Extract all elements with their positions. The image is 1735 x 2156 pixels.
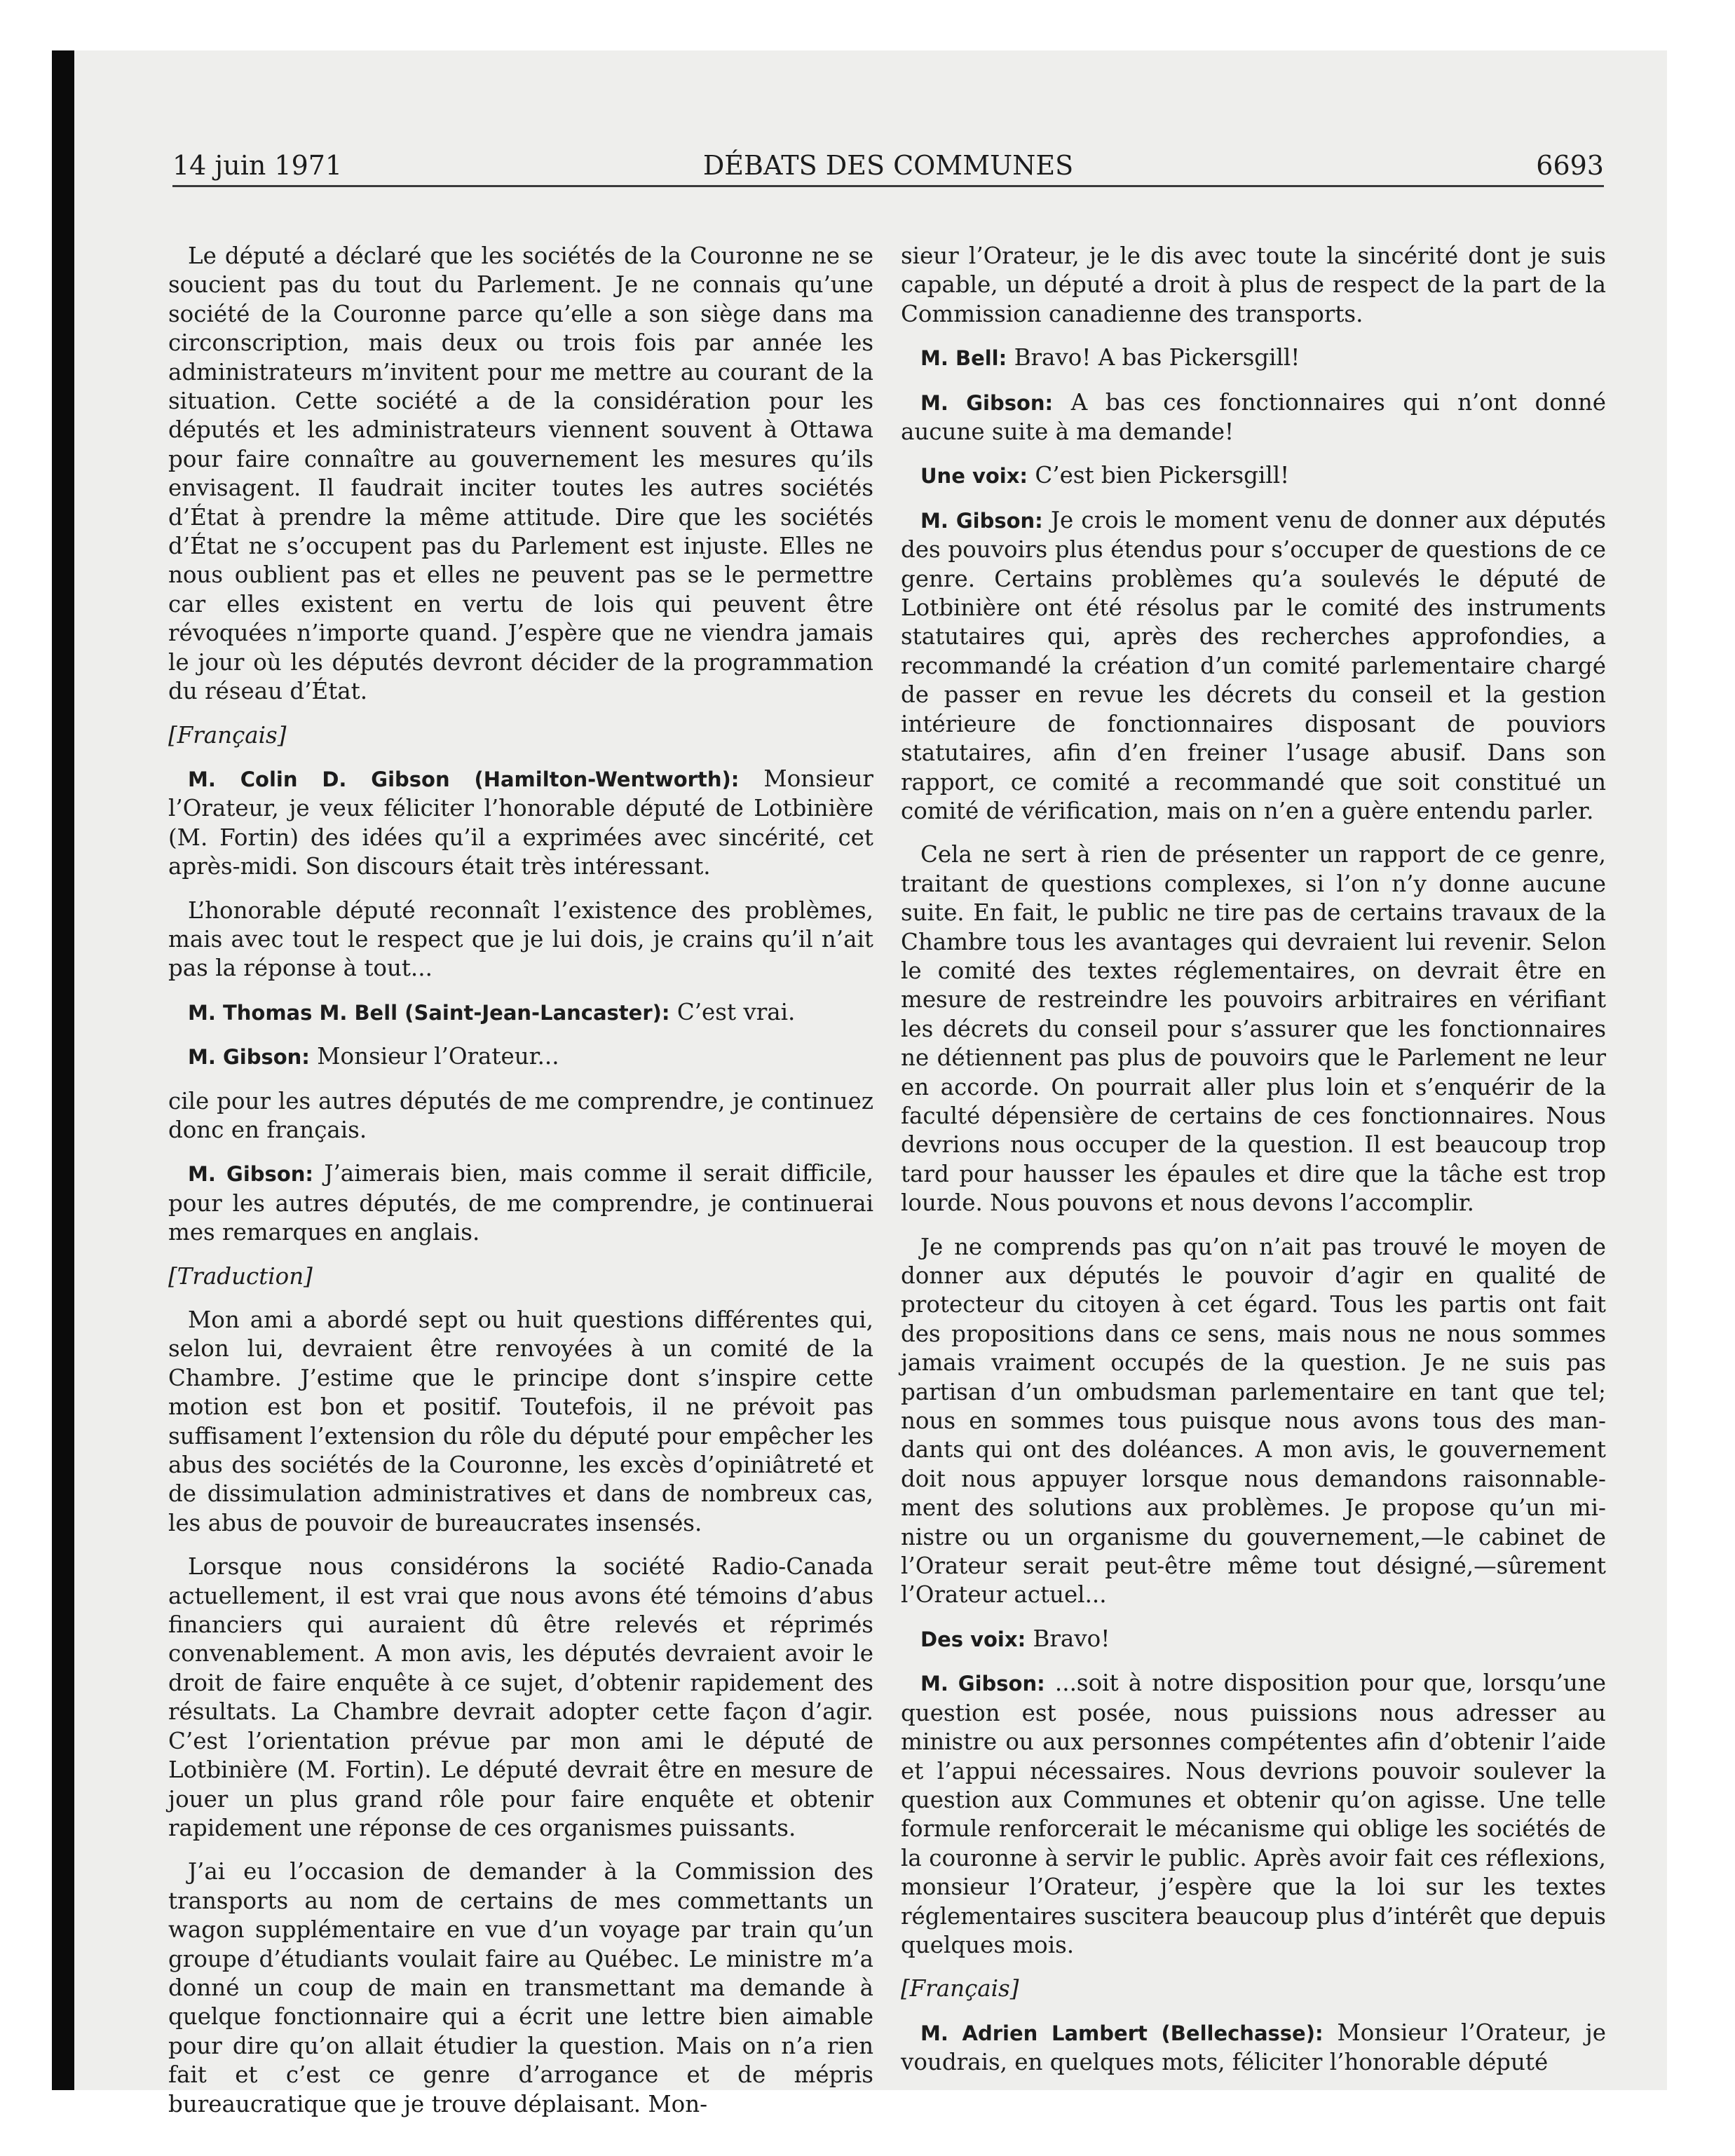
header-date: 14 juin 1971 (172, 150, 343, 181)
paragraph (901, 1625, 1606, 1654)
paragraph-text: Bravo! A bas Pickersgill! (1014, 344, 1300, 371)
paragraph (168, 998, 873, 1028)
speaker-name: M. Gibson: (188, 1045, 310, 1070)
speaker-name: M. Gibson: (188, 1162, 313, 1187)
speaker-name: M. Bell: (920, 346, 1007, 371)
paragraph-text: L’honorable député reconnaît l’existence des problèmes, mais avec tout le respect que je lui dois, je crains qu’il n’ait pas la réponse à tout... (168, 896, 873, 982)
paragraph-text: C’est vrai. (676, 998, 796, 1025)
paragraph-text: Monsieur l’Orateur... (317, 1043, 559, 1070)
paragraph-text: Je ne comprends pas qu’on n’ait pas trouvé le moyen de donner aux députés le pouvoir d’agir en qualité de protecteur du citoyen à cet égard. Tous les partis ont fait des propositions dans ce sens, mais nous ne nous sommes jamais vraiment occupés de la question. Je ne suis pas partisan d’un ombudsman parlementaire en tant que tel; nous en sommes tous puisque nous avons tous des mandants qui ont des doléances. A mon avis, le gouvernement doit nous appuyer lorsque nous demandons raisonnablement des solutions aux problèmes. Je propose qu’un ministre ou un organisme du gouvernement,—le cabinet de l’Orateur serait peut-être même tout désigné,—sûrement l’Orateur actuel... (901, 1233, 1606, 1609)
paragraph-text: Mon ami a abordé sept ou huit questions différentes qui, selon lui, devraient être renvoyées à un comité de la Chambre. J’estime que le principe dont s’inspire cette motion est bon et positif. Toutefois, il ne prévoit pas suffisament l’extension du rôle du député pour empêcher les abus des sociétés de la Couronne, les excès d’opiniâtreté et de dissimulation administratives et dans de nombreux cas, les abus de pouvoir de bureaucrates insensés. (168, 1306, 873, 1536)
paragraph (901, 242, 1606, 329)
paragraph-text: Le député a déclaré que les sociétés de la Couronne ne se soucient pas du tout du Parlement. Je ne connais qu’une société de la Couronne parce qu’elle a son siège dans ma circonscription, mais deux ou trois fois par année les administrateurs m’invitent pour me mettre au courant de la situation. Cette société a de la considération pour les députés et les administrateurs viennent souvent à Ottawa pour faire connaître au gouvernement les mesures qu’ils envisagent. Il faudrait inciter toutes les autres sociétés d’État à prendre la même attitude. Dire que les sociétés d’État ne s’occupent pas du Parlement est injuste. Elles ne nous oublient pas et elles ne peuvent pas se le permettre car elles existent en vertu de lois qui peuvent être révoquées n’importe quand. J’espère que ne viendra jamais le jour où les députés devront décider de la programmation du réseau d’État. (168, 243, 873, 705)
language-direction: [Traduction] (168, 1262, 313, 1290)
left-column (168, 242, 873, 2134)
paragraph (901, 1669, 1606, 1960)
paragraph-text: Je crois le moment venu de donner aux députés des pouvoirs plus étendus pour s’occuper de questions de ce genre. Certains problèmes qu’a soulevés le député de Lotbinière ont été résolus par le comité des instruments statutaires qui, après des recherches approfondies, a recommandé la création d’un comité parlementaire chargé de passer en revue les décrets du conseil et la gestion intérieure de fonctionnaires disposant de pouviors statutaires, afin d’en freiner l’usage abusif. Dans son rapport, ce comité a recommandé que soit constitué un comité de vérification, mais on n’en a guère entendu parler. (901, 506, 1606, 824)
speaker-name: Des voix: (920, 1627, 1026, 1651)
paragraph-text: Bravo! (1033, 1625, 1110, 1652)
paragraph (168, 1553, 873, 1843)
language-direction: [Français] (168, 721, 287, 749)
paragraph-text: J’aimerais bien, mais comme il serait difficile, pour les autres députés, de me comprendre, je continuerai mes remarques en anglais. (168, 1160, 873, 1246)
running-header (172, 146, 1604, 187)
paragraph (901, 388, 1606, 447)
paragraph (168, 1087, 873, 1145)
paragraph-text: J’ai eu l’occasion de demander à la Commission des transports au nom de certains de mes commettants un wagon supplémentaire en vue d’un voyage par train qu’un groupe d’étudiants voulait faire au Québec. Le ministre m’a donné un coup de main en transmettant ma demande à quelque fonctionnaire qui a écrit une lettre bien aimable pour dire qu’on allait étudier la question. Mais on n’a rien fait et c’est ce genre d’arrogance et de mépris bureaucratique que je trouve déplaisant. Mon- (168, 1858, 873, 2117)
paragraph (168, 1857, 873, 2119)
paragraph (901, 840, 1606, 1217)
paragraph (901, 1233, 1606, 1610)
paragraph-text: C’est bien Pickersgill! (1035, 462, 1290, 489)
paragraph (901, 506, 1606, 826)
header-title: DÉBATS DES COMMUNES (702, 150, 1074, 181)
paragraph (901, 2019, 1606, 2077)
speaker-name: Une voix: (920, 464, 1028, 489)
paragraph (901, 461, 1606, 491)
paragraph (168, 242, 873, 707)
paragraph-text: cile pour les autres députés de me comprendre, je continuez donc en français. (168, 1087, 873, 1143)
paragraph (168, 765, 873, 882)
language-direction: [Français] (901, 1975, 1019, 2003)
right-column (901, 242, 1606, 2092)
paragraph (168, 896, 873, 983)
paragraph-text: sieur l’Orateur, je le dis avec toute la sincérité dont je suis capable, un député a droit à plus de respect de la part de la Commission canadienne des transports. (901, 243, 1606, 327)
paragraph (901, 343, 1606, 373)
paragraph-text: Monsieur l’Orateur, je veux féliciter l’honorable député de Lotbinière (M. Fortin) des idées qu’il a exprimées avec sincérité, cet après-midi. Son discours était très intéressant. (168, 765, 873, 880)
paragraph-text: Monsieur l’Orateur, je voudrais, en quelques mots, féliciter l’honorable député (901, 2019, 1606, 2076)
paragraph-text: Cela ne sert à rien de présenter un rapport de ce genre, traitant de questions complexes, si l’on n’y donne aucune suite. En fait, le public ne tire pas de certains travaux de la Chambre tous les avantages qui devraient lui revenir. Selon le comité des textes réglementaires, on devrait être en mesure de restreindre les pouvoirs arbitraires en vérifiant les décrets du conseil pour s’assurer que les fonctionnaires ne détiennent pas plus de pouvoirs que le Parlement ne leur en accorde. On pourrait aller plus loin et s’enquérir de la faculté dépensière de certains de ces fonctionnaires. Nous devrions nous occuper de la question. Il est beaucoup trop tard pour hausser les épaules et dire que la tâche est trop lourde. Nous pouvons et nous devons l’accomplir. (901, 841, 1606, 1217)
speaker-name: M. Gibson: (920, 390, 1054, 415)
speaker-name: M. Colin D. Gibson (Hamilton-Wentworth): (188, 767, 740, 791)
page-number: 6693 (1536, 150, 1604, 181)
paragraph (168, 1306, 873, 1538)
paragraph-text: A bas ces fonctionnaires qui n’ont donné aucune suite à ma demande! (901, 388, 1606, 446)
paragraph (168, 1042, 873, 1072)
scan-binding-edge (52, 50, 74, 2090)
speaker-name: M. Gibson: (920, 1672, 1045, 1696)
speaker-name: M. Gibson: (920, 508, 1043, 533)
paragraph-text: Lorsque nous considérons la société Radio-Canada actuellement, il est vrai que nous avons été témoins d’abus financiers qui auraient dû être relevés et réprimés convenablement. A mon avis, les députés devraient avoir le droit de faire enquête à ce sujet, d’obtenir rapidement des résultats. La Chambre devrait adopter cette façon d’agir. C’est l’orientation prévue par mon ami le député de Lotbinière (M. Fortin). Le député devrait être en mesure de jouer un plus grand rôle pour faire enquête et obtenir rapidement une réponse de ces organismes puissants. (168, 1553, 873, 1841)
speaker-name: M. Thomas M. Bell (Saint-Jean-Lancaster): (188, 1000, 670, 1025)
paragraph-text: ...soit à notre disposition pour que, lorsqu’une question est posée, nous puissions nous adresser au ministre ou aux personnes compétentes afin d’obtenir l’aide et l’appui nécessaires. Nous devrions pouvoir soulever la question aux Communes et obtenir qu’on agisse. Une telle formule renforcerait le mécanisme qui oblige les sociétés de la couronne à servir le public. Après avoir fait ces réflexions, monsieur l’Orateur, j’espère que la loi sur les textes réglementaires suscitera beaucoup plus d’intérêt que depuis quelques mois. (901, 1670, 1606, 1958)
paragraph (168, 1159, 873, 1247)
speaker-name: M. Adrien Lambert (Bellechasse): (920, 2021, 1324, 2045)
